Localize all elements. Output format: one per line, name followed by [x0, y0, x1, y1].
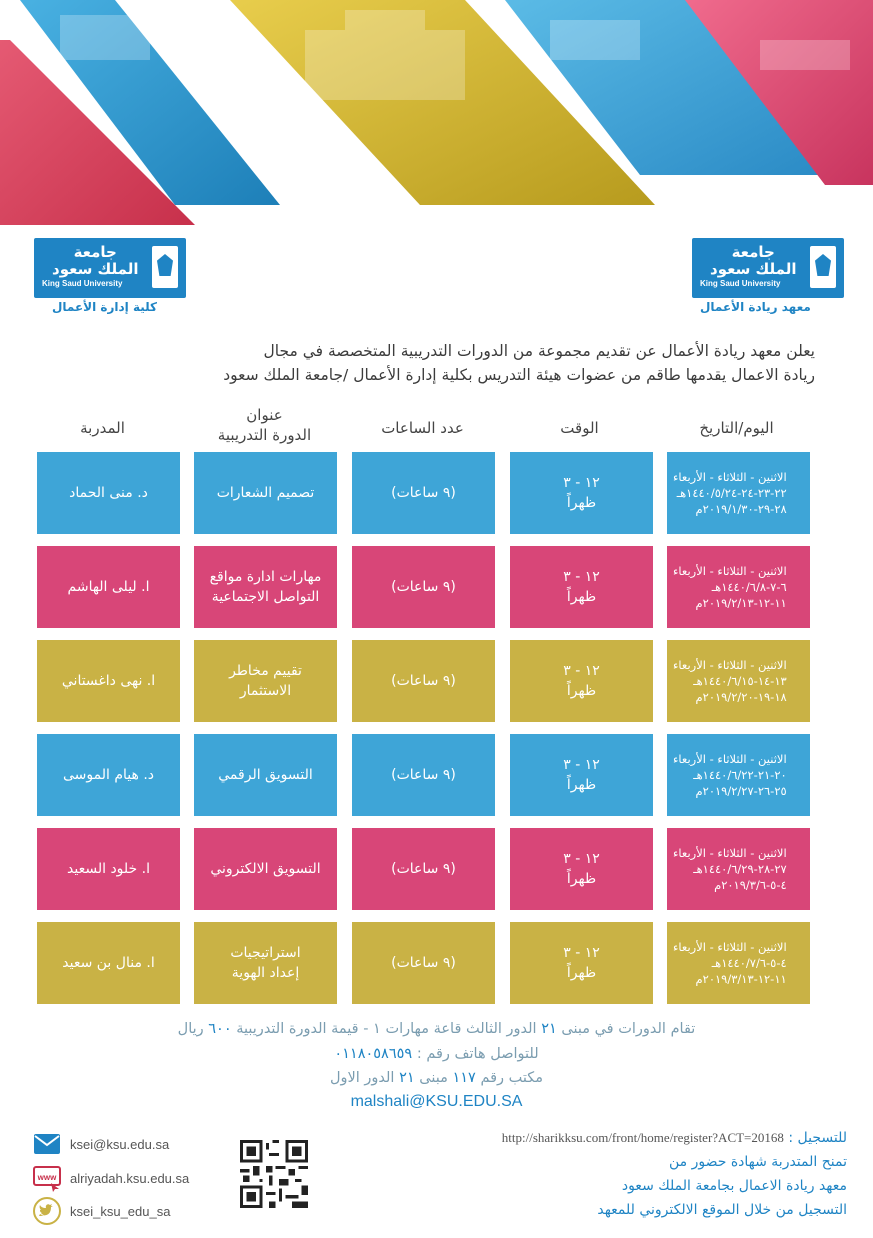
logo-label-left: كلية إدارة الأعمال: [52, 300, 157, 314]
www-icon: [33, 1164, 61, 1192]
course-time: [510, 640, 653, 722]
office-line: [0, 1070, 873, 1086]
course-hours-text: (٩ ساعات): [391, 861, 456, 877]
logo-label-right: معهد ريادة الأعمال: [700, 300, 811, 314]
course-hours: [352, 452, 495, 534]
office-suffix: الدور الاول: [329, 1070, 395, 1086]
intro-text: [60, 339, 815, 387]
contact-email-link[interactable]: malshali@KSU.EDU.SA: [350, 1093, 523, 1110]
course-time-text: ١٢ - ٣ ظهراً: [563, 851, 600, 887]
header-banner: [0, 0, 873, 225]
phone-label: للتواصل هاتف رقم :: [416, 1046, 539, 1062]
office-prefix: مكتب رقم: [480, 1070, 544, 1086]
course-title-text: تصميم الشعارات: [216, 485, 315, 501]
header-trainer: المدربة: [80, 419, 125, 437]
header-hours: عدد الساعات: [381, 419, 464, 437]
course-date-text: الاثنين - الثلاثاء - الأربعاء ٢٠-٢١-١٤٤٠/٦/٢٢هـ ٢٥-٢٦-٢٠١٩/٢/٢٧م: [673, 752, 787, 798]
course-title-text: تقييم مخاطر الاستثمار: [229, 663, 302, 699]
course-title: [194, 922, 337, 1004]
registration-label: للتسجيل :: [788, 1130, 847, 1146]
course-date-text: الاثنين - الثلاثاء - الأربعاء ١٣-١٤-١٤٤٠/٦/١٥هـ ١٨-١٩-٢٠١٩/٢/٢٠م: [673, 658, 787, 704]
course-date: [667, 828, 810, 910]
course-time-text: ١٢ - ٣ ظهراً: [563, 945, 600, 981]
course-trainer: [37, 828, 180, 910]
course-time: [510, 922, 653, 1004]
course-hours-text: (٩ ساعات): [391, 485, 456, 501]
course-time-text: ١٢ - ٣ ظهراً: [563, 757, 600, 793]
course-hours: [352, 922, 495, 1004]
course-time: [510, 452, 653, 534]
course-time: [510, 734, 653, 816]
course-trainer-text: ا. خلود السعيد: [67, 861, 150, 877]
course-title: [194, 828, 337, 910]
course-title-text: استراتيجيات إعداد الهوية: [230, 945, 301, 981]
twitter-icon: [33, 1197, 61, 1225]
course-trainer-text: د. هيام الموسى: [63, 767, 155, 783]
registration-line-2: تمنح المتدربة شهادة حضور من: [668, 1154, 847, 1170]
course-trainer-text: د. منى الحماد: [69, 485, 148, 501]
course-trainer: [37, 734, 180, 816]
registration-url-link[interactable]: http://sharikksu.com/front/home/register?ACT=20168: [501, 1130, 784, 1145]
course-trainer-text: ا. منال بن سعيد: [62, 955, 155, 971]
phone-line: [0, 1046, 873, 1062]
registration-line: [502, 1130, 847, 1146]
logo-name-en: King Saud University: [700, 279, 781, 288]
envelope-icon: [33, 1130, 61, 1158]
course-title: [194, 734, 337, 816]
course-date: [667, 546, 810, 628]
contact-email-text: ksei@ksu.edu.sa: [70, 1136, 170, 1152]
course-trainer: [37, 546, 180, 628]
venue-suffix: ريال: [177, 1021, 204, 1037]
course-trainer: [37, 452, 180, 534]
course-hours: [352, 828, 495, 910]
course-hours-text: (٩ ساعات): [391, 673, 456, 689]
course-title: [194, 640, 337, 722]
course-title-text: مهارات ادارة مواقع التواصل الاجتماعية: [209, 569, 322, 605]
logo-name-ar: جامعة الملك سعود: [52, 243, 139, 278]
venue-prefix: تقام الدورات في مبنى: [561, 1021, 696, 1037]
course-trainer: [37, 922, 180, 1004]
course-title-text: التسويق الرقمي: [218, 767, 313, 783]
course-hours: [352, 640, 495, 722]
office-mid: مبنى: [419, 1070, 448, 1086]
svg-text:www: www: [37, 1173, 57, 1182]
course-date: [667, 452, 810, 534]
course-trainer-text: ا. ليلى الهاشم: [67, 579, 150, 595]
palm-emblem-icon: [152, 246, 178, 288]
logo-name-en: King Saud University: [42, 279, 123, 288]
venue-line: [0, 1021, 873, 1037]
course-title-text: التسويق الالكتروني: [210, 861, 321, 877]
office-building: ٢١: [399, 1070, 415, 1086]
phone-number: ٠١١٨٠٥٨٦٥٩: [334, 1046, 413, 1062]
course-date-text: الاثنين - الثلاثاء - الأربعاء ٦-٧-١٤٤٠/٦/٨هـ ١١-١٢-٢٠١٩/٢/١٣م: [673, 564, 787, 610]
header-time: الوقت: [560, 419, 599, 437]
registration-line-4: التسجيل من خلال الموقع الالكتروني للمعهد: [597, 1202, 847, 1218]
intro-line-2: ريادة الاعمال يقدمها طاقم من عضوات هيئة التدريس بكلية إدارة الأعمال /جامعة الملك سعود: [223, 366, 815, 384]
course-date: [667, 640, 810, 722]
course-date-text: الاثنين - الثلاثاء - الأربعاء ٢٧-٢٨-١٤٤٠/٦/٢٩هـ ٤-٥-٢٠١٩/٣/٦م: [673, 846, 787, 892]
venue-building: ٢١: [541, 1021, 557, 1037]
course-date-text: الاثنين - الثلاثاء - الأربعاء ٤-٥-١٤٤٠/٧/٦هـ ١١-١٢-٢٠١٩/٣/١٣م: [673, 940, 787, 986]
course-time-text: ١٢ - ٣ ظهراً: [563, 663, 600, 699]
contact-twitter[interactable]: [33, 1197, 170, 1225]
logo-name-ar: جامعة الملك سعود: [710, 243, 797, 278]
course-hours-text: (٩ ساعات): [391, 955, 456, 971]
contact-email[interactable]: [33, 1130, 169, 1158]
contact-twitter-text: ksei_ksu_edu_sa: [70, 1203, 171, 1219]
course-hours-text: (٩ ساعات): [391, 579, 456, 595]
course-hours: [352, 546, 495, 628]
course-time: [510, 546, 653, 628]
course-title: [194, 452, 337, 534]
course-time: [510, 828, 653, 910]
header-date: اليوم/التاريخ: [699, 419, 774, 437]
venue-fee: ٦٠٠: [208, 1021, 232, 1037]
course-title: [194, 546, 337, 628]
qr-code[interactable]: [240, 1140, 308, 1208]
course-date: [667, 922, 810, 1004]
intro-line-1: يعلن معهد ريادة الأعمال عن تقديم مجموعة من الدورات التدريبية المتخصصة في مجال: [263, 342, 815, 360]
ksu-logo-left: [34, 238, 186, 298]
palm-emblem-icon: [810, 246, 836, 288]
course-hours-text: (٩ ساعات): [391, 767, 456, 783]
contact-website[interactable]: [33, 1164, 189, 1192]
course-hours: [352, 734, 495, 816]
ksu-logo-right: [692, 238, 844, 298]
contact-website-text: alriyadah.ksu.edu.sa: [70, 1170, 190, 1186]
course-trainer-text: ا. نهى داغستاني: [61, 673, 156, 689]
course-date: [667, 734, 810, 816]
header-course-title: عنوان الدورة التدريبية: [217, 406, 312, 444]
venue-middle: الدور الثالث قاعة مهارات ١ - قيمة الدورة التدريبية: [236, 1021, 537, 1037]
course-time-text: ١٢ - ٣ ظهراً: [563, 475, 600, 511]
course-time-text: ١٢ - ٣ ظهراً: [563, 569, 600, 605]
office-room: ١١٧: [452, 1070, 476, 1086]
course-trainer: [37, 640, 180, 722]
registration-line-3: معهد ريادة الاعمال بجامعة الملك سعود: [621, 1178, 847, 1194]
course-date-text: الاثنين - الثلاثاء - الأربعاء ٢٢-٢٣-٢٤-١٤٤٠/٥/٢٤هـ ٢٨-٢٩-٢٠١٩/١/٣٠م: [673, 470, 787, 516]
